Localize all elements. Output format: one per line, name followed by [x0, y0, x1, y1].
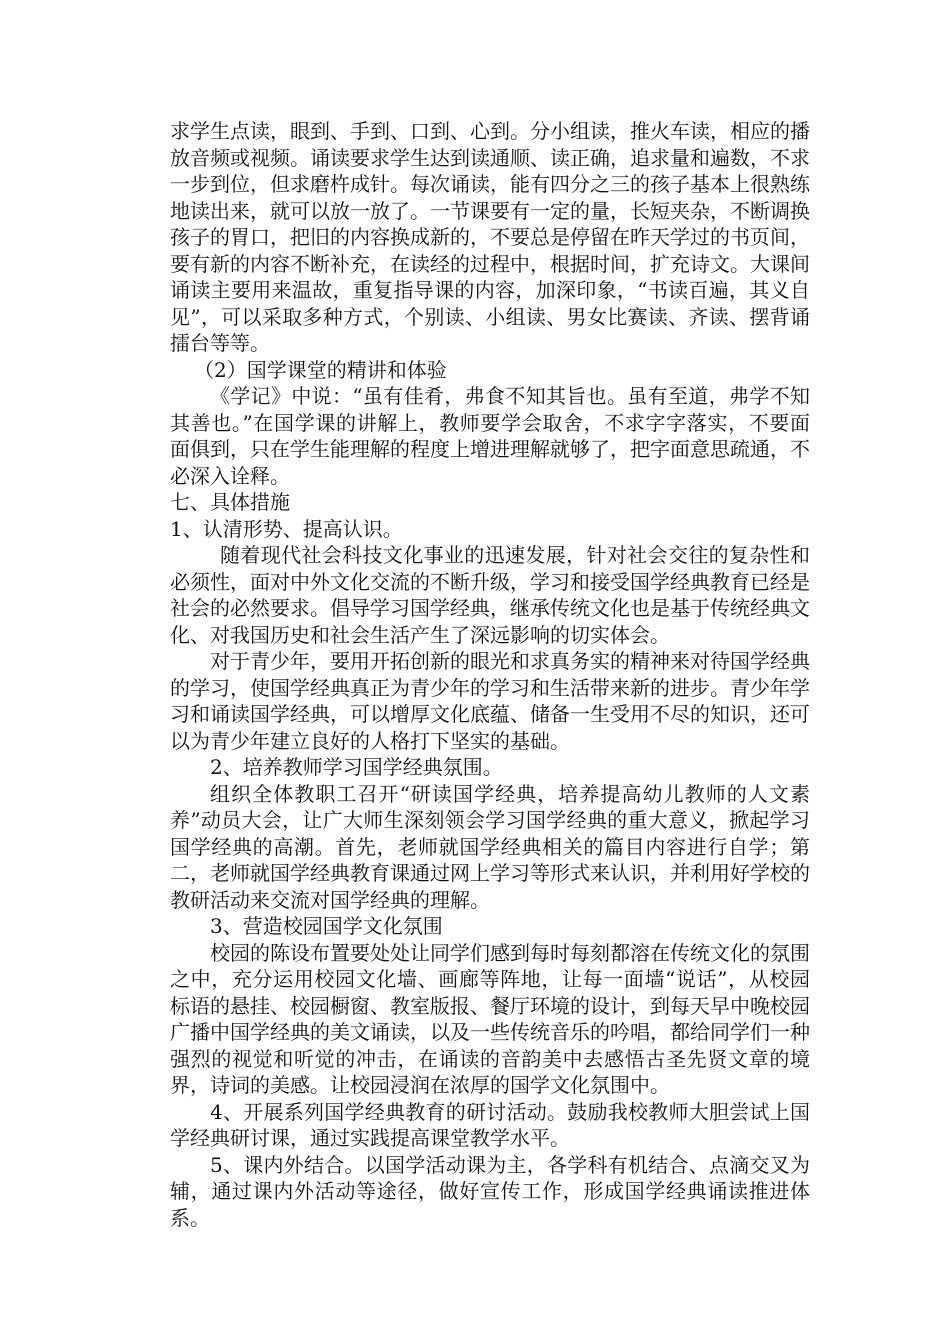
measure-heading-1: 1、认清形势、提高认识。 — [170, 516, 403, 541]
subheading-classroom-explanation: （2）国学课堂的精讲和体验 — [194, 357, 447, 382]
section-heading-measures: 七、具体措施 — [170, 490, 290, 514]
paragraph-measure-5: 5、课内外结合。以国学活动课为主，各学科有机结合、点滴交叉为辅，通过课内外活动等途径，做好宣传工作，形成国学经典诵读推进体系。 — [170, 1152, 810, 1230]
document-body — [170, 118, 810, 1231]
paragraph-reading-methods: 求学生点读，眼到、手到、口到、心到。分小组读，推火车读，相应的播放音频或视频。诵读要求学生达到读通顺、读正确，追求量和遍数，不求一步到位，但求磨杵成针。每次诵读，能有四分之三的孩子基本上很熟练地读出来，就可以放一放了。一节课要有一定的量，长短夹杂，不断调换孩子的胃口，把旧的内容换成新的，不要总是停留在昨天学过的书页间，要有新的内容不断补充，在读经的过程中，根据时间，扩充诗文。大课间诵读主要用来温故，重复指导课的内容，加深印象，“书读百遍，其义自见”，可以采取多种方式，个别读、小组读、男女比赛读、齐读、摆背诵擂台等等。 — [170, 119, 810, 355]
measure-heading-2: 2、培养教师学习国学经典氛围。 — [210, 755, 503, 779]
paragraph-teacher-training: 组织全体教职工召开“研读国学经典，培养提高幼儿教师的人文素养”动员大会，让广大师生深刻领会学习国学经典的重大意义，掀起学习国学经典的高潮。首先，老师就国学经典相关的篇目内容进行自学；第二，老师就国学经典教育课通过网上学习等形式来认识，并利用好学校的教研活动来交流对国学经典的理解。 — [170, 781, 810, 912]
measure-heading-3: 3、营造校园国学文化氛围 — [210, 914, 443, 938]
paragraph-xueji-quote: 《学记》中说：“虽有佳肴，弗食不知其旨也。虽有至道，弗学不知其善也。”在国学课的讲解上，教师要学会取舍，不求字字落实，不要面面俱到，只在学生能理解的程度上增进理解就够了，把字面意思疏通，不必深入诠释。 — [170, 384, 810, 488]
paragraph-modern-society: 随着现代社会科技文化事业的迅速发展，针对社会交往的复杂性和必须性，面对中外文化交流的不断升级，学习和接受国学经典教育已经是社会的必然要求。倡导学习国学经典，继承传统文化也是基于传统经典文化、对我国历史和社会生活产生了深远影响的切实体会。 — [170, 543, 810, 647]
paragraph-campus-culture: 校园的陈设布置要处处让同学们感到每时每刻都溶在传统文化的氛围之中，充分运用校园文化墙、画廊等阵地，让每一面墙“说话”，从校园标语的悬挂、校园橱窗、教室版报、餐厅环境的设计，到每天早中晚校园广播中国学经典的美文诵读，以及一些传统音乐的吟唱，都给同学们一种强烈的视觉和听觉的冲击，在诵读的音韵美中去感悟古圣先贤文章的境界，诗词的美感。让校园浸润在浓厚的国学文化氛围中。 — [170, 940, 810, 1097]
paragraph-youth: 对于青少年，要用开拓创新的眼光和求真务实的精神来对待国学经典的学习，使国学经典真正为青少年的学习和生活带来新的进步。青少年学习和诵读国学经典，可以增厚文化底蕴、储备一生受用不尽的知识，还可以为青少年建立良好的人格打下坚实的基础。 — [170, 649, 810, 753]
paragraph-measure-4: 4、开展系列国学经典教育的研讨活动。鼓励我校教师大胆尝试上国学经典研讨课，通过实践提高课堂教学水平。 — [170, 1099, 810, 1150]
